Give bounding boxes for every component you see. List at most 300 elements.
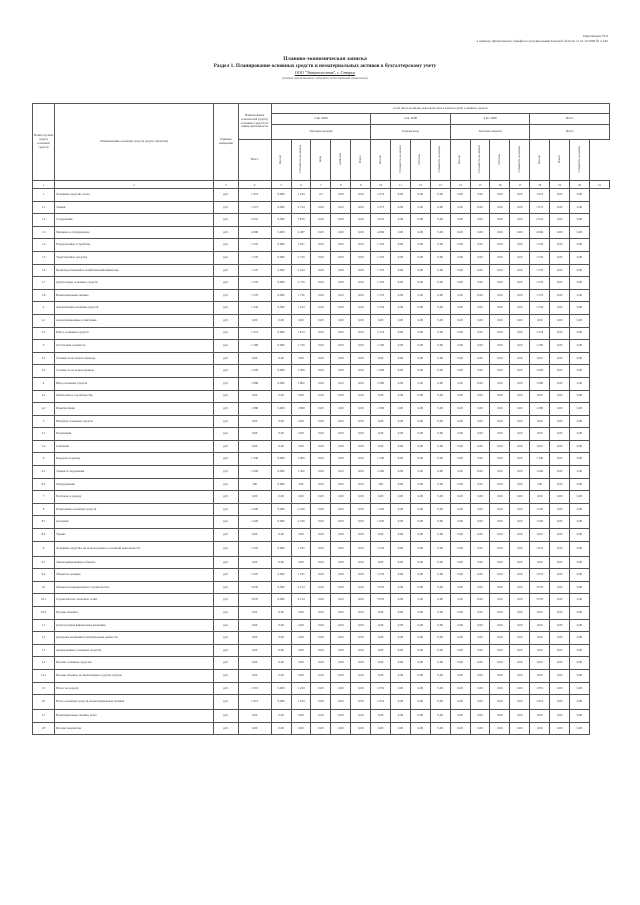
column-number: 13 bbox=[430, 181, 450, 189]
row-value: 0,00 bbox=[331, 491, 351, 504]
row-value: 0,00 bbox=[510, 632, 530, 645]
table-row bbox=[33, 491, 610, 504]
row-value: 0,00 bbox=[510, 503, 530, 516]
row-value: 2 750 bbox=[291, 251, 311, 264]
row-name: Списание bbox=[55, 440, 214, 453]
row-value: 0,00 bbox=[311, 644, 331, 657]
row-value: 0,000 bbox=[271, 264, 291, 277]
row-value: 0,00 bbox=[450, 722, 470, 735]
row-value: 0,00 bbox=[311, 516, 331, 529]
row-value: 0,00 bbox=[331, 289, 351, 302]
row-value: 0,00 bbox=[490, 503, 510, 516]
row-value: 0,00 bbox=[410, 226, 430, 239]
table-row bbox=[33, 289, 610, 302]
row-value: 0,00 bbox=[430, 365, 450, 378]
row-code: 2.2 bbox=[33, 327, 55, 340]
row-value: 0,00 bbox=[391, 415, 411, 428]
row-value: 0,00 bbox=[550, 466, 570, 479]
row-name: Реализация bbox=[55, 428, 214, 441]
row-unit: руб. bbox=[214, 695, 238, 710]
row-value: 0,00 bbox=[410, 289, 430, 302]
row-value: 0,000 bbox=[271, 239, 291, 252]
row-value: 0,000 bbox=[271, 302, 291, 315]
row-value: 0,00 bbox=[510, 657, 530, 670]
row-value: 0,00 bbox=[311, 214, 331, 227]
row-code: 8.2 bbox=[33, 529, 55, 542]
table-row bbox=[33, 529, 610, 542]
row-value: 1 579 bbox=[530, 277, 550, 290]
row-value: 0,00 bbox=[470, 503, 490, 516]
row-value: 1 200 bbox=[371, 340, 391, 353]
row-value: 0,000 bbox=[271, 277, 291, 290]
column-number: 19 bbox=[550, 181, 570, 189]
row-code: 4.1 bbox=[33, 390, 55, 403]
row-value: 0,00 bbox=[550, 390, 570, 403]
row-value: 340 bbox=[371, 478, 391, 491]
row-value: 1 620 bbox=[530, 503, 550, 516]
row-value: 0,00 bbox=[238, 607, 271, 620]
header-unit: Единица измерения bbox=[214, 104, 238, 181]
row-value: 0,00 bbox=[570, 722, 590, 735]
row-value: 0,00 bbox=[331, 529, 351, 542]
column-number: 10 bbox=[371, 181, 391, 189]
row-value: 2 487 bbox=[291, 226, 311, 239]
row-code: 11 bbox=[33, 619, 55, 632]
row-unit: руб. bbox=[214, 264, 238, 277]
table-row bbox=[33, 657, 610, 670]
row-value: 0,00 bbox=[238, 710, 271, 723]
row-value: 0,00 bbox=[271, 657, 291, 670]
row-unit: руб. bbox=[214, 340, 238, 353]
row-value: 0,00 bbox=[490, 491, 510, 504]
row-unit: руб. bbox=[214, 594, 238, 607]
column-number: 8 bbox=[331, 181, 351, 189]
row-value: 0,00 bbox=[410, 201, 430, 214]
row-value: 0,00 bbox=[291, 619, 311, 632]
row-value: 1 009 bbox=[238, 365, 271, 378]
row-value: 0,00 bbox=[271, 619, 291, 632]
row-value: 0,00 bbox=[430, 289, 450, 302]
row-value: 0,00 bbox=[410, 466, 430, 479]
row-value: 0,00 bbox=[391, 669, 411, 682]
row-value: 1 340 bbox=[530, 453, 550, 466]
row-value: 0,00 bbox=[530, 657, 550, 670]
row-value: 0,00 bbox=[450, 201, 470, 214]
row-value: 0,00 bbox=[311, 201, 331, 214]
row-code: 1.3 bbox=[33, 226, 55, 239]
row-value: 0,00 bbox=[391, 710, 411, 723]
row-name: Выбытие основных средств bbox=[55, 415, 214, 428]
appendix-line-1: Приложение № 8 bbox=[583, 34, 608, 38]
row-code: 14.1 bbox=[33, 669, 55, 682]
row-value: 1 620 bbox=[371, 503, 391, 516]
row-value: 0,00 bbox=[391, 314, 411, 327]
row-value: 0,00 bbox=[470, 390, 490, 403]
row-value: 0,00 bbox=[410, 365, 430, 378]
table-row bbox=[33, 541, 610, 556]
row-value: 0,00 bbox=[391, 289, 411, 302]
row-unit: руб. bbox=[214, 314, 238, 327]
row-value: 0,00 bbox=[391, 581, 411, 594]
row-value: 4 006 bbox=[371, 226, 391, 239]
row-value: 0,00 bbox=[450, 327, 470, 340]
row-value: 0,00 bbox=[351, 710, 371, 723]
row-value: 0,00 bbox=[291, 669, 311, 682]
row-value: 0,00 bbox=[311, 478, 331, 491]
row-value: 3 070 bbox=[371, 581, 391, 594]
row-value: 0,00 bbox=[510, 302, 530, 315]
table-row bbox=[33, 722, 610, 735]
row-value: 0,00 bbox=[371, 529, 391, 542]
row-value: 0,000 bbox=[271, 365, 291, 378]
row-value: 0,000 bbox=[271, 569, 291, 582]
row-value: 0,00 bbox=[570, 264, 590, 277]
row-value: 0,00 bbox=[550, 226, 570, 239]
row-name: Сооружения bbox=[55, 214, 214, 227]
row-value: 0,00 bbox=[410, 529, 430, 542]
row-value: 0,00 bbox=[391, 340, 411, 353]
row-value: 0,00 bbox=[510, 327, 530, 340]
row-value: 0,00 bbox=[410, 302, 430, 315]
row-value: 0,00 bbox=[470, 556, 490, 569]
row-value: 0,00 bbox=[490, 390, 510, 403]
row-value: 0,00 bbox=[410, 695, 430, 710]
header-sub-label: Стоимость на конец bbox=[516, 145, 521, 173]
row-value: 0,00 bbox=[331, 710, 351, 723]
table-row bbox=[33, 264, 610, 277]
row-value: 0,00 bbox=[570, 390, 590, 403]
row-value: 0,00 bbox=[291, 390, 311, 403]
row-value: 1 234 bbox=[291, 189, 311, 202]
row-value: 0,00 bbox=[510, 569, 530, 582]
table-row bbox=[33, 428, 610, 441]
row-value: 0,00 bbox=[391, 491, 411, 504]
row-value: 0,00 bbox=[331, 201, 351, 214]
header-sub-label: ввод bbox=[318, 156, 323, 163]
row-value: 0,00 bbox=[311, 710, 331, 723]
row-value: 0,00 bbox=[331, 352, 351, 365]
row-code: 7 bbox=[33, 491, 55, 504]
row-value: 340 bbox=[530, 478, 550, 491]
row-value: 1 874 bbox=[291, 327, 311, 340]
row-value: 0,00 bbox=[238, 390, 271, 403]
table-row bbox=[33, 415, 610, 428]
row-value: 0,00 bbox=[510, 403, 530, 416]
row-value: 0,00 bbox=[470, 365, 490, 378]
row-value: 0,00 bbox=[271, 710, 291, 723]
row-value: 0,00 bbox=[550, 264, 570, 277]
row-value: 0,00 bbox=[391, 516, 411, 529]
row-value: 0,00 bbox=[331, 695, 351, 710]
row-value: 0,00 bbox=[331, 403, 351, 416]
row-value: 0,00 bbox=[550, 214, 570, 227]
row-value: 0,00 bbox=[271, 632, 291, 645]
row-value: 0,00 bbox=[391, 466, 411, 479]
row-value: 0,00 bbox=[271, 390, 291, 403]
row-value: 0,00 bbox=[550, 607, 570, 620]
row-value: 0,00 bbox=[410, 189, 430, 202]
row-value: 0,00 bbox=[550, 632, 570, 645]
row-value: 0,00 bbox=[550, 327, 570, 340]
row-value: 0,00 bbox=[470, 327, 490, 340]
row-value: 0,00 bbox=[391, 390, 411, 403]
row-value: 0,00 bbox=[351, 569, 371, 582]
header-sub-label: Остаток bbox=[417, 153, 422, 165]
row-name: Стоимость на начало периода bbox=[55, 352, 214, 365]
row-value: 2 224 bbox=[291, 264, 311, 277]
table-row bbox=[33, 201, 610, 214]
row-value: 0,00 bbox=[351, 657, 371, 670]
row-value: 0,00 bbox=[311, 695, 331, 710]
row-value: 0,00 bbox=[550, 581, 570, 594]
table-row bbox=[33, 632, 610, 645]
row-value: 0,00 bbox=[430, 277, 450, 290]
row-unit: руб. bbox=[214, 478, 238, 491]
row-value: 0,00 bbox=[450, 581, 470, 594]
row-value: 0,00 bbox=[490, 264, 510, 277]
row-value: 0,00 bbox=[570, 503, 590, 516]
row-name: Амортизация основных средств bbox=[55, 302, 214, 315]
row-value: 1 079 bbox=[530, 541, 550, 556]
row-value: 1 579 bbox=[238, 277, 271, 290]
row-value: 1 579 bbox=[238, 251, 271, 264]
column-number: 9 bbox=[351, 181, 371, 189]
row-value: 0,00 bbox=[470, 428, 490, 441]
row-value: 0,00 bbox=[331, 516, 351, 529]
row-code: 6 bbox=[33, 453, 55, 466]
row-name: Ввод основных средств bbox=[55, 377, 214, 390]
row-value: 1 750 bbox=[291, 340, 311, 353]
row-value: 0,00 bbox=[470, 340, 490, 353]
column-number: 7 bbox=[311, 181, 331, 189]
row-value: 0,00 bbox=[530, 529, 550, 542]
row-value: 0,00 bbox=[311, 264, 331, 277]
row-value: 0,00 bbox=[570, 377, 590, 390]
row-value: 0,00 bbox=[351, 390, 371, 403]
row-code: 1.5 bbox=[33, 251, 55, 264]
row-value: 0,00 bbox=[510, 453, 530, 466]
row-name: Передача в аренду bbox=[55, 453, 214, 466]
row-value: 0,00 bbox=[470, 415, 490, 428]
row-value: 0,00 bbox=[331, 251, 351, 264]
row-value: 0,00 bbox=[271, 644, 291, 657]
row-value: 0,00 bbox=[351, 214, 371, 227]
row-name: Транспортные средства bbox=[55, 251, 214, 264]
row-value: 0,00 bbox=[311, 594, 331, 607]
row-value: 0,00 bbox=[470, 657, 490, 670]
row-value: 0,00 bbox=[410, 403, 430, 416]
row-value: 0,000 bbox=[271, 377, 291, 390]
row-value: 0,00 bbox=[490, 453, 510, 466]
row-value: 0,00 bbox=[450, 226, 470, 239]
row-value: 0,00 bbox=[351, 722, 371, 735]
row-value: 0,00 bbox=[490, 251, 510, 264]
row-value: 0,00 bbox=[430, 466, 450, 479]
row-value: 0,00 bbox=[311, 556, 331, 569]
row-value: 0,00 bbox=[470, 239, 490, 252]
row-value: 0,00 bbox=[490, 594, 510, 607]
row-value: 0,00 bbox=[450, 264, 470, 277]
row-code: 1.8 bbox=[33, 289, 55, 302]
row-value: 3 070 bbox=[238, 581, 271, 594]
row-value: 0,00 bbox=[291, 644, 311, 657]
row-name: Итого по разделу bbox=[55, 682, 214, 695]
row-value: 0,00 bbox=[490, 314, 510, 327]
row-value: 0,00 bbox=[470, 377, 490, 390]
row-value: 0,00 bbox=[331, 415, 351, 428]
row-value: 0,00 bbox=[311, 619, 331, 632]
row-value: 1 579 bbox=[371, 289, 391, 302]
row-value: 0,00 bbox=[550, 340, 570, 353]
row-value: 0,00 bbox=[351, 302, 371, 315]
row-unit: руб. bbox=[214, 491, 238, 504]
row-value: 1 756 bbox=[291, 289, 311, 302]
row-value: 1 009 bbox=[371, 365, 391, 378]
row-value: 0,00 bbox=[311, 632, 331, 645]
row-name: Основные средства, всего bbox=[55, 189, 214, 202]
header-sub bbox=[570, 140, 590, 181]
row-value: 0,00 bbox=[550, 428, 570, 441]
row-code: 1.2 bbox=[33, 214, 55, 227]
row-value: 1 234 bbox=[291, 302, 311, 315]
row-value: 0,00 bbox=[490, 466, 510, 479]
row-value: 0,00 bbox=[450, 541, 470, 556]
row-value: 3 070 bbox=[530, 594, 550, 607]
row-value: 0,00 bbox=[510, 556, 530, 569]
row-value: 2 641 bbox=[371, 214, 391, 227]
row-value: 0,00 bbox=[450, 529, 470, 542]
row-code: 3.2 bbox=[33, 365, 55, 378]
table-row bbox=[33, 365, 610, 378]
row-value: 0,00 bbox=[510, 390, 530, 403]
row-value: 0,00 bbox=[371, 390, 391, 403]
row-value: 0,00 bbox=[410, 644, 430, 657]
row-value: 0,00 bbox=[351, 352, 371, 365]
row-value: 0,00 bbox=[410, 619, 430, 632]
row-value: 1 009 bbox=[530, 365, 550, 378]
row-value: 0,00 bbox=[510, 264, 530, 277]
row-name: Амортизационные отчисления bbox=[55, 314, 214, 327]
row-value: 0,00 bbox=[311, 327, 331, 340]
header-total: Всего bbox=[238, 140, 271, 181]
row-value: 0,00 bbox=[311, 403, 331, 416]
row-value: 0,00 bbox=[430, 403, 450, 416]
row-value: 0,00 bbox=[490, 516, 510, 529]
row-value: 0,00 bbox=[450, 251, 470, 264]
row-value: 0,00 bbox=[570, 352, 590, 365]
row-value: 0,00 bbox=[470, 403, 490, 416]
row-value: 0,00 bbox=[331, 669, 351, 682]
row-value: 0,00 bbox=[291, 415, 311, 428]
header-period-2: 3 кв. 2008 bbox=[371, 114, 451, 125]
row-value: 1 579 bbox=[238, 239, 271, 252]
row-value: 0,00 bbox=[238, 428, 271, 441]
row-value: 0,00 bbox=[490, 403, 510, 416]
row-name: Производственный и хозяйственный инвентарь bbox=[55, 264, 214, 277]
row-value: 0,00 bbox=[271, 428, 291, 441]
row-value: 0,00 bbox=[351, 695, 371, 710]
row-value: 0,00 bbox=[410, 581, 430, 594]
header-period-4: Итого bbox=[530, 114, 610, 125]
row-value: 0,00 bbox=[410, 340, 430, 353]
row-value: 0,00 bbox=[530, 710, 550, 723]
row-value: 3 070 bbox=[530, 581, 550, 594]
row-value: 1 874 bbox=[238, 682, 271, 695]
row-value: 0,00 bbox=[510, 541, 530, 556]
row-value: 0,00 bbox=[530, 428, 550, 441]
row-value: 0,00 bbox=[570, 403, 590, 416]
row-name: Долгосрочные финансовые вложения bbox=[55, 619, 214, 632]
row-value: 0,00 bbox=[490, 440, 510, 453]
row-value: 0,00 bbox=[331, 556, 351, 569]
row-value: 0,00 bbox=[351, 327, 371, 340]
row-code: 15 bbox=[33, 682, 55, 695]
row-name: Строительство тепловых сетей bbox=[55, 594, 214, 607]
row-value: 0,00 bbox=[570, 251, 590, 264]
row-name: Здания и сооружения bbox=[55, 466, 214, 479]
row-value: 0,00 bbox=[450, 516, 470, 529]
row-value: 0,00 bbox=[430, 390, 450, 403]
row-value: 0,00 bbox=[570, 581, 590, 594]
row-value: 0,00 bbox=[391, 607, 411, 620]
row-value: 0,00 bbox=[391, 352, 411, 365]
row-value: 2,5 bbox=[311, 189, 331, 202]
row-value: 0,00 bbox=[311, 314, 331, 327]
row-value: 0,00 bbox=[490, 189, 510, 202]
row-value: 0,00 bbox=[570, 415, 590, 428]
row-value: 0,00 bbox=[391, 201, 411, 214]
row-value: 0,00 bbox=[331, 581, 351, 594]
row-value: 1 079 bbox=[371, 541, 391, 556]
row-value: 4 154 bbox=[291, 594, 311, 607]
row-value: 1 340 bbox=[238, 453, 271, 466]
row-value: 0,00 bbox=[550, 251, 570, 264]
row-value: 0,00 bbox=[550, 478, 570, 491]
row-value: 0,00 bbox=[410, 352, 430, 365]
row-code: 1 bbox=[33, 189, 55, 202]
row-value: 0,00 bbox=[550, 440, 570, 453]
row-value: 0,00 bbox=[391, 226, 411, 239]
row-value: 0,00 bbox=[470, 264, 490, 277]
row-value: 0,00 bbox=[238, 644, 271, 657]
row-value: 0,00 bbox=[371, 710, 391, 723]
row-value: 1 500 bbox=[291, 365, 311, 378]
row-value: 1 620 bbox=[530, 516, 550, 529]
table-row bbox=[33, 340, 610, 353]
organization-name: ООО "Энергосистема", г. Северск bbox=[294, 70, 356, 75]
row-value: 0,00 bbox=[570, 226, 590, 239]
row-unit: руб. bbox=[214, 569, 238, 582]
row-value: 0,000 bbox=[271, 466, 291, 479]
row-value: 0,00 bbox=[351, 607, 371, 620]
row-value: 0,00 bbox=[351, 428, 371, 441]
row-name: Здания bbox=[55, 201, 214, 214]
row-value: 0,00 bbox=[430, 632, 450, 645]
header-sub-label: Износ bbox=[556, 155, 561, 164]
row-value: 1 874 bbox=[371, 695, 391, 710]
row-value: 0,00 bbox=[238, 352, 271, 365]
row-value: 1 080 bbox=[530, 403, 550, 416]
row-value: 0,00 bbox=[450, 340, 470, 353]
row-value: 0,00 bbox=[430, 581, 450, 594]
row-value: 1 579 bbox=[238, 264, 271, 277]
row-value: 0,00 bbox=[371, 491, 391, 504]
row-unit: руб. bbox=[214, 657, 238, 670]
row-name: Машины и оборудование bbox=[55, 226, 214, 239]
row-value: 0,00 bbox=[430, 226, 450, 239]
row-value: 0,00 bbox=[490, 581, 510, 594]
row-code: 2.1 bbox=[33, 314, 55, 327]
